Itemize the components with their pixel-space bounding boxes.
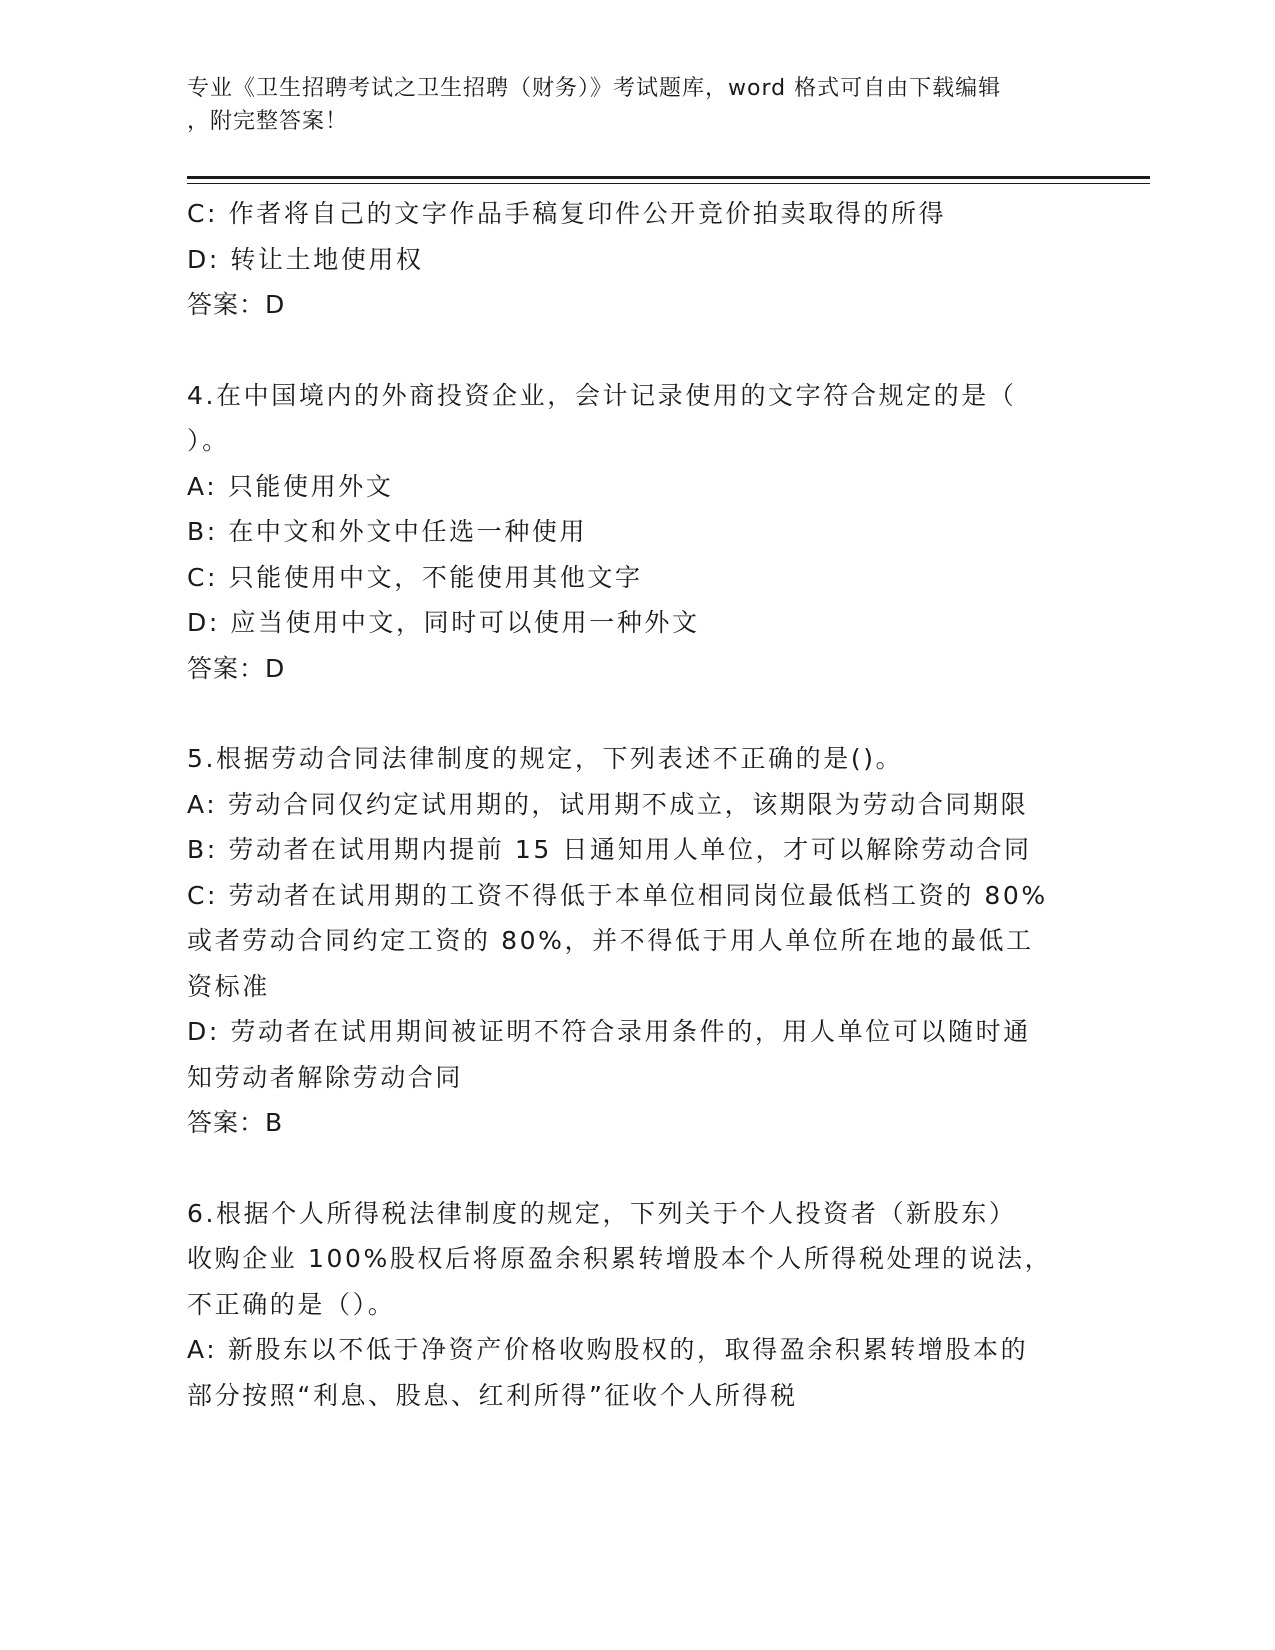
- question-stem: 4.在中国境内的外商投资企业，会计记录使用的文字符合规定的是（: [187, 380, 1017, 410]
- document-header: [187, 72, 1067, 138]
- question-4: [187, 373, 1087, 692]
- option-d: D: 应当使用中文，同时可以使用一种外文: [187, 608, 700, 637]
- header-rule-thin: [187, 183, 1150, 184]
- option-c: 或者劳动合同约定工资的 80%，并不得低于用人单位所在地的最低工: [187, 926, 1034, 955]
- question-5: [187, 736, 1087, 1146]
- spacer: [187, 328, 1087, 373]
- option-a: A: 只能使用外文: [187, 471, 394, 501]
- question-6: [187, 1191, 1087, 1419]
- option-a: A: 新股东以不低于净资产价格收购股权的，取得盈余积累转增股本的: [187, 1335, 1029, 1364]
- answer: 答案：D: [187, 653, 286, 683]
- question-stem: ）。: [187, 426, 230, 455]
- option-d: D: 劳动者在试用期间被证明不符合录用条件的，用人单位可以随时通: [187, 1017, 1031, 1046]
- header-rule-thick: [187, 176, 1150, 179]
- spacer: [187, 1146, 1087, 1191]
- option-c: 资标准: [187, 971, 270, 1001]
- question-stem: 收购企业 100%股权后将原盈余积累转增股本个人所得税处理的说法，: [187, 1244, 1053, 1273]
- question-3: [187, 191, 1087, 328]
- option-c: C: 只能使用中文，不能使用其他文字: [187, 562, 643, 592]
- option-a: A: 劳动合同仅约定试用期的，试用期不成立，该期限为劳动合同期限: [187, 789, 1029, 819]
- question-stem: 不正确的是（）。: [187, 1289, 396, 1319]
- header-line: 专业《卫生招聘考试之卫生招聘（财务）》考试题库，word 格式可自由下载编辑: [187, 76, 1002, 101]
- answer: 答案：D: [187, 290, 286, 319]
- option-b: B: 劳动者在试用期内提前 15 日通知用人单位，才可以解除劳动合同: [187, 835, 1032, 864]
- option-c: C: 劳动者在试用期的工资不得低于本单位相同岗位最低档工资的 80%: [187, 880, 1048, 910]
- answer: 答案：B: [187, 1108, 284, 1137]
- question-list: [187, 191, 1087, 1418]
- header-line: ，附完整答案！: [187, 109, 349, 134]
- question-stem: 6.根据个人所得税法律制度的规定，下列关于个人投资者（新股东）: [187, 1198, 1017, 1228]
- spacer: [187, 691, 1087, 736]
- option-c: C: 作者将自己的文字作品手稿复印件公开竞价拍卖取得的所得: [187, 199, 947, 228]
- option-b: B: 在中文和外文中任选一种使用: [187, 517, 588, 546]
- option-d: 知劳动者解除劳动合同: [187, 1062, 464, 1092]
- question-stem: 5.根据劳动合同法律制度的规定，下列表述不正确的是()。: [187, 744, 904, 773]
- option-a: 部分按照“利息、股息、红利所得”征收个人所得税: [187, 1380, 798, 1410]
- option-d: D: 转让土地使用权: [187, 244, 424, 274]
